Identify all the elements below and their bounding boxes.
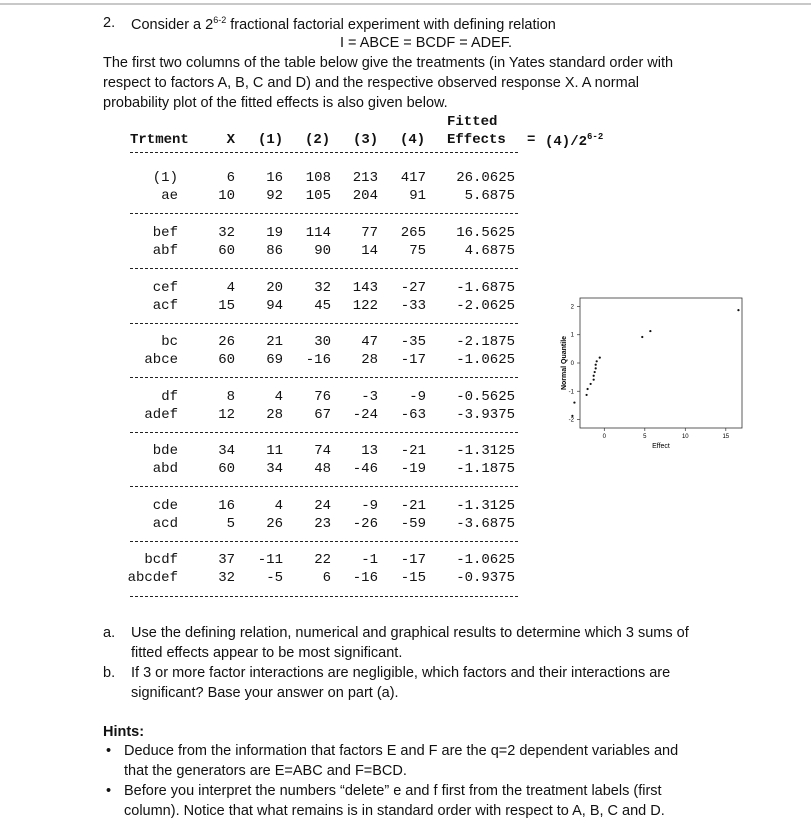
table-cell: 91 [409, 188, 426, 204]
table-cell: -27 [400, 280, 426, 296]
table-cell: 74 [314, 443, 331, 459]
table-cell: 4 [226, 280, 235, 296]
table-cell: 32 [218, 570, 235, 586]
table-cell: -3.6875 [456, 516, 515, 532]
table-separator [130, 152, 518, 153]
table-cell: 21 [266, 334, 283, 350]
table-cell: 34 [266, 461, 283, 477]
table-cell: -63 [400, 407, 426, 423]
table-cell: 10 [218, 188, 235, 204]
table-cell: 69 [266, 352, 283, 368]
question-a-line-2: fitted effects appear to be most significant. [131, 645, 403, 661]
table-cell: 32 [218, 225, 235, 241]
table-cell: 23 [314, 516, 331, 532]
plot-frame [580, 298, 742, 428]
data-point [586, 388, 588, 390]
table-cell: 417 [400, 170, 426, 186]
data-point [571, 415, 573, 417]
table-cell: 92 [266, 188, 283, 204]
data-point [737, 309, 739, 311]
hint-1-line-1: Deduce from the information that factors E and F are the q=2 dependent variables and [124, 743, 679, 759]
table-cell: 6 [226, 170, 235, 186]
treatment-label: cde [152, 498, 178, 514]
treatment-label: abcdef [127, 570, 178, 586]
paragraph-line-1: The first two columns of the table below give the treatments (in Yates standard order with [103, 55, 674, 71]
table-cell: 16 [266, 170, 283, 186]
table-cell: -3.9375 [456, 407, 515, 423]
table-cell: -0.9375 [456, 570, 515, 586]
x-tick-label: 10 [681, 434, 689, 440]
treatment-label: bc [161, 334, 178, 350]
divisor-exponent: 6-2 [587, 132, 604, 142]
table-cell: 30 [314, 334, 331, 350]
data-point [595, 367, 597, 369]
data-point [641, 336, 643, 338]
table-cell: -5 [266, 570, 283, 586]
table-cell: 60 [218, 461, 235, 477]
table-cell: -2.0625 [456, 298, 515, 314]
table-separator [130, 596, 518, 597]
table-cell: 28 [266, 407, 283, 423]
table-cell: 204 [352, 188, 378, 204]
table-cell: 19 [266, 225, 283, 241]
table-cell: 37 [218, 552, 235, 568]
table-cell: -46 [352, 461, 378, 477]
table-cell: 24 [314, 498, 331, 514]
table-cell: 122 [352, 298, 378, 314]
table-cell: 13 [361, 443, 378, 459]
data-point [593, 375, 595, 377]
top-rule [0, 3, 811, 5]
question-b-label: b. [103, 665, 116, 681]
table-cell: 20 [266, 280, 283, 296]
table-separator [130, 377, 518, 378]
table-cell: 77 [361, 225, 378, 241]
hint-1-bullet: • [106, 743, 112, 759]
table-cell: 86 [266, 243, 283, 259]
treatment-label: (1) [152, 170, 178, 186]
col-header-4: (4) [400, 132, 426, 148]
table-cell: -21 [400, 498, 426, 514]
y-tick-label: 0 [570, 361, 574, 367]
table-cell: -59 [400, 516, 426, 532]
table-cell: 45 [314, 298, 331, 314]
x-axis-label: Effect [652, 443, 670, 450]
table-cell: 12 [218, 407, 235, 423]
table-cell: 4.6875 [464, 243, 515, 259]
table-cell: 15 [218, 298, 235, 314]
table-cell: 6 [322, 570, 331, 586]
table-cell: -1.6875 [456, 280, 515, 296]
hint-1-line-2: that the generators are E=ABC and F=BCD. [124, 763, 407, 779]
treatment-label: cef [152, 280, 178, 296]
table-cell: 16.5625 [456, 225, 515, 241]
treatment-label: acf [152, 298, 178, 314]
header-fitted: Fitted [447, 114, 498, 130]
table-cell: 11 [266, 443, 283, 459]
defining-relation: I = ABCE = BCDF = ADEF. [340, 35, 513, 51]
table-cell: -17 [400, 352, 426, 368]
table-cell: 5 [226, 516, 235, 532]
table-cell: 28 [361, 352, 378, 368]
question-b-line-2: significant? Base your answer on part (a). [131, 685, 399, 701]
table-cell: -21 [400, 443, 426, 459]
table-cell: 26 [266, 516, 283, 532]
table-cell: -9 [361, 498, 378, 514]
table-cell: 32 [314, 280, 331, 296]
y-tick-label: 1 [570, 332, 574, 339]
table-separator [130, 213, 518, 214]
table-cell: 16 [218, 498, 235, 514]
table-cell: -19 [400, 461, 426, 477]
data-point [596, 360, 598, 362]
question-b-line-1: If 3 or more factor interactions are negligible, which factors and their interactions are [131, 665, 671, 681]
table-cell: 47 [361, 334, 378, 350]
table-cell: 22 [314, 552, 331, 568]
hint-2-bullet: • [106, 783, 112, 799]
table-cell: -1.0625 [456, 352, 515, 368]
hint-2-line-2: column). Notice that what remains is in standard order with respect to A, B, C and D. [124, 803, 665, 819]
question-a-label: a. [103, 625, 116, 641]
table-cell: 114 [305, 225, 331, 241]
treatment-label: bef [152, 225, 178, 241]
table-cell: -16 [305, 352, 331, 368]
table-cell: -16 [352, 570, 378, 586]
table-cell: -24 [352, 407, 378, 423]
table-cell: 14 [361, 243, 378, 259]
treatment-label: df [161, 389, 178, 405]
col-header-equals: = [527, 132, 536, 148]
y-tick-label: 2 [570, 304, 574, 311]
table-cell: -1.3125 [456, 498, 515, 514]
table-cell: 60 [218, 352, 235, 368]
col-header-effects: Effects [447, 132, 506, 148]
question-a-line-1: Use the defining relation, numerical and graphical results to determine which 3 sums of [131, 625, 689, 641]
table-cell: 67 [314, 407, 331, 423]
table-cell: -35 [400, 334, 426, 350]
y-tick-label: -1 [568, 389, 574, 396]
x-tick-label: 15 [722, 434, 730, 440]
col-header-3: (3) [353, 132, 379, 148]
treatment-label: bde [152, 443, 178, 459]
treatment-label: abf [152, 243, 178, 259]
table-cell: 213 [352, 170, 378, 186]
treatment-label: bcdf [144, 552, 178, 568]
table-cell: -3 [361, 389, 378, 405]
table-cell: -1.0625 [456, 552, 515, 568]
y-tick-label: -2 [568, 417, 574, 424]
hint-2-line-1: Before you interpret the numbers “delete” e and f first from the treatment labels (first [124, 783, 662, 799]
table-cell: 5.6875 [464, 188, 515, 204]
table-cell: -9 [409, 389, 426, 405]
table-cell: -17 [400, 552, 426, 568]
table-cell: -2.1875 [456, 334, 515, 350]
question-intro: Consider a 2$^{6-2}$ fractional factorial experiment with defining relation [131, 15, 556, 33]
table-cell: -26 [352, 516, 378, 532]
data-point [593, 379, 595, 381]
table-cell: -33 [400, 298, 426, 314]
col-header-x: X [226, 132, 235, 148]
treatment-label: adef [144, 407, 178, 423]
treatment-label: ae [161, 188, 178, 204]
intro-exponent: 6-2 [213, 15, 227, 25]
paragraph-line-2: respect to factors A, B, C and D) and the respective observed response X. A normal [103, 75, 639, 91]
col-header-1: (1) [258, 132, 284, 148]
table-cell: 4 [274, 389, 283, 405]
table-cell: -1.1875 [456, 461, 515, 477]
table-cell: -1 [361, 552, 378, 568]
data-point [590, 383, 592, 385]
table-cell: 8 [226, 389, 235, 405]
table-cell: 143 [352, 280, 378, 296]
col-header-trtment: Trtment [130, 132, 189, 148]
table-cell: 26 [218, 334, 235, 350]
data-point [649, 330, 651, 332]
table-separator [130, 323, 518, 324]
question-number: 2. [103, 15, 116, 31]
data-point [594, 371, 596, 373]
table-cell: 76 [314, 389, 331, 405]
table-cell: 94 [266, 298, 283, 314]
treatment-label: abd [152, 461, 178, 477]
data-point [599, 357, 601, 359]
data-point [573, 401, 575, 403]
table-cell: 60 [218, 243, 235, 259]
data-point [585, 394, 587, 396]
table-cell: 48 [314, 461, 331, 477]
table-cell: -0.5625 [456, 389, 515, 405]
hints-title: Hints: [103, 724, 145, 740]
col-header-divisor: (4)/2$^{6-2}$ [545, 132, 604, 150]
table-cell: 105 [305, 188, 331, 204]
table-separator [130, 268, 518, 269]
table-cell: 4 [274, 498, 283, 514]
table-separator [130, 432, 518, 433]
col-header-2: (2) [305, 132, 331, 148]
table-cell: -15 [400, 570, 426, 586]
table-cell: -1.3125 [456, 443, 515, 459]
data-point [595, 364, 597, 366]
table-cell: 75 [409, 243, 426, 259]
x-tick-label: 0 [602, 434, 606, 440]
table-cell: 34 [218, 443, 235, 459]
table-separator [130, 541, 518, 542]
table-cell: -11 [257, 552, 283, 568]
table-cell: 108 [305, 170, 331, 186]
y-axis-label: Normal Quantile [561, 335, 568, 391]
table-cell: 265 [400, 225, 426, 241]
paragraph-line-3: probability plot of the fitted effects is also given below. [103, 95, 448, 111]
treatment-label: acd [152, 516, 178, 532]
treatment-label: abce [144, 352, 178, 368]
table-cell: 90 [314, 243, 331, 259]
table-separator [130, 486, 518, 487]
normal-probability-plot [560, 290, 750, 460]
x-tick-label: 5 [643, 434, 647, 440]
table-cell: 26.0625 [456, 170, 515, 186]
